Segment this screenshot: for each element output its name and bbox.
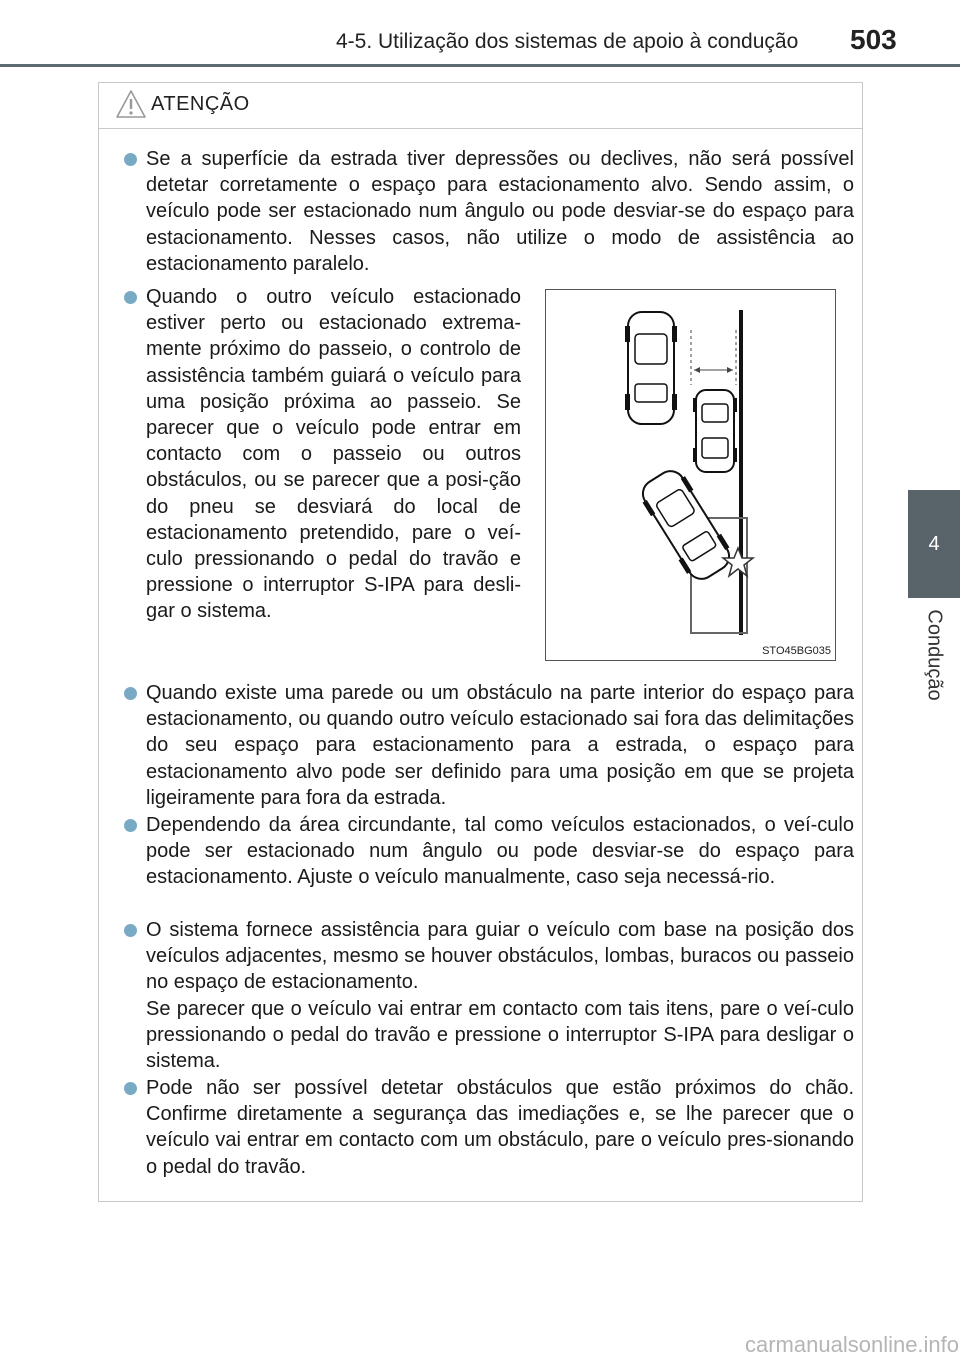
- chapter-label: Condução: [923, 609, 946, 701]
- warning-bullet-3: [124, 680, 854, 811]
- warning-title: ATENÇÃO: [151, 93, 250, 115]
- warning-bullet-2: [124, 284, 521, 625]
- maneuvering-car: [635, 464, 737, 585]
- bullet-paragraph: O sistema fornece assistência para guiar o veículo com base na posição dos veículos adjacentes, mesmo se houver obstáculos, lombas, buracos ou passeio no espaço de estacionamento.: [146, 919, 854, 994]
- bullet-text: [146, 917, 854, 1074]
- parking-illustration: [545, 289, 836, 661]
- section-title: 4-5. Utilização dos sistemas de apoio à condução: [336, 30, 799, 53]
- bullet-dot: [124, 1082, 137, 1095]
- bullet-dot: [124, 819, 137, 832]
- gap-arrow-head-left: [694, 367, 700, 373]
- chapter-number: 4: [928, 532, 940, 555]
- figure-code: STO45BG035: [762, 645, 831, 657]
- bullet-text: Se a superfície da estrada tiver depressões ou declives, não será possível detetar corretamente o espaço para estacionamento alvo. Sendo assim, o veículo pode ser estacionado num ângulo ou pode desviar-se do espaço para estacionamento. Nesses casos, não utilize o modo de assistência ao estacionamento paralelo.: [146, 148, 854, 275]
- bullet-text: Dependendo da área circundante, tal como veículos estacionados, o veí-culo pode ser estacionado num ângulo ou pode desviar-se do espaço para estacionamento. Ajuste o veículo manualmente, caso seja necessá-rio.: [146, 814, 854, 889]
- parking-diagram: [546, 290, 835, 660]
- page-number: 503: [850, 24, 897, 55]
- header-divider: [0, 64, 960, 67]
- parked-car-top: [625, 312, 677, 424]
- bullet-text: Quando o outro veículo estacionado estiver perto ou estacionado extrema-mente próximo do passeio, o controlo de assistência também guiará o veículo para uma posição próxima ao passeio. Se parecer que o veículo pode entrar em contacto com o passeio ou outros obstáculos, ou se parecer que a posi-ção do pneu se desviará do local de estacionamento pretendido, pare o veí-culo pressionando o pedal do travão e pressione o interruptor S-IPA para desli-gar o sistema.: [146, 286, 521, 623]
- parked-car-curb: [693, 390, 737, 472]
- watermark: carmanualsonline.info: [745, 1332, 960, 1357]
- bullet-dot: [124, 924, 137, 937]
- bullet-dot: [124, 687, 137, 700]
- warning-triangle-icon: [115, 89, 147, 124]
- warning-bullet-6: [124, 1075, 854, 1180]
- bullet-dot: [124, 291, 137, 304]
- gap-arrow-head-right: [727, 367, 733, 373]
- warning-bullet-5: [124, 917, 854, 1074]
- bullet-paragraph: Se parecer que o veículo vai entrar em contacto com tais itens, pare o veí-culo pressionando o pedal do travão e pressione o interruptor S-IPA para desligar o sistema.: [146, 997, 854, 1073]
- chapter-tab: [908, 490, 960, 598]
- warning-bullet-1: [124, 146, 854, 277]
- bullet-text: Quando existe uma parede ou um obstáculo na parte interior do espaço para estacionamento, ou quando outro veículo estacionado sai fora das delimitações do seu espaço para estacionamento para a estrada, o espaço para estacionamento alvo pode ser definido para uma posição em que se projeta ligeiramente para fora da estrada.: [146, 682, 854, 809]
- warning-header: [99, 83, 862, 129]
- warning-bullet-4: [124, 812, 854, 891]
- bullet-text: Pode não ser possível detetar obstáculos que estão próximos do chão. Confirme diretamente a segurança das imediações e, se lhe parecer que o veículo vai entrar em contacto com um obstáculo, pare o veículo pres-sionando o pedal do travão.: [146, 1077, 854, 1178]
- bullet-dot: [124, 153, 137, 166]
